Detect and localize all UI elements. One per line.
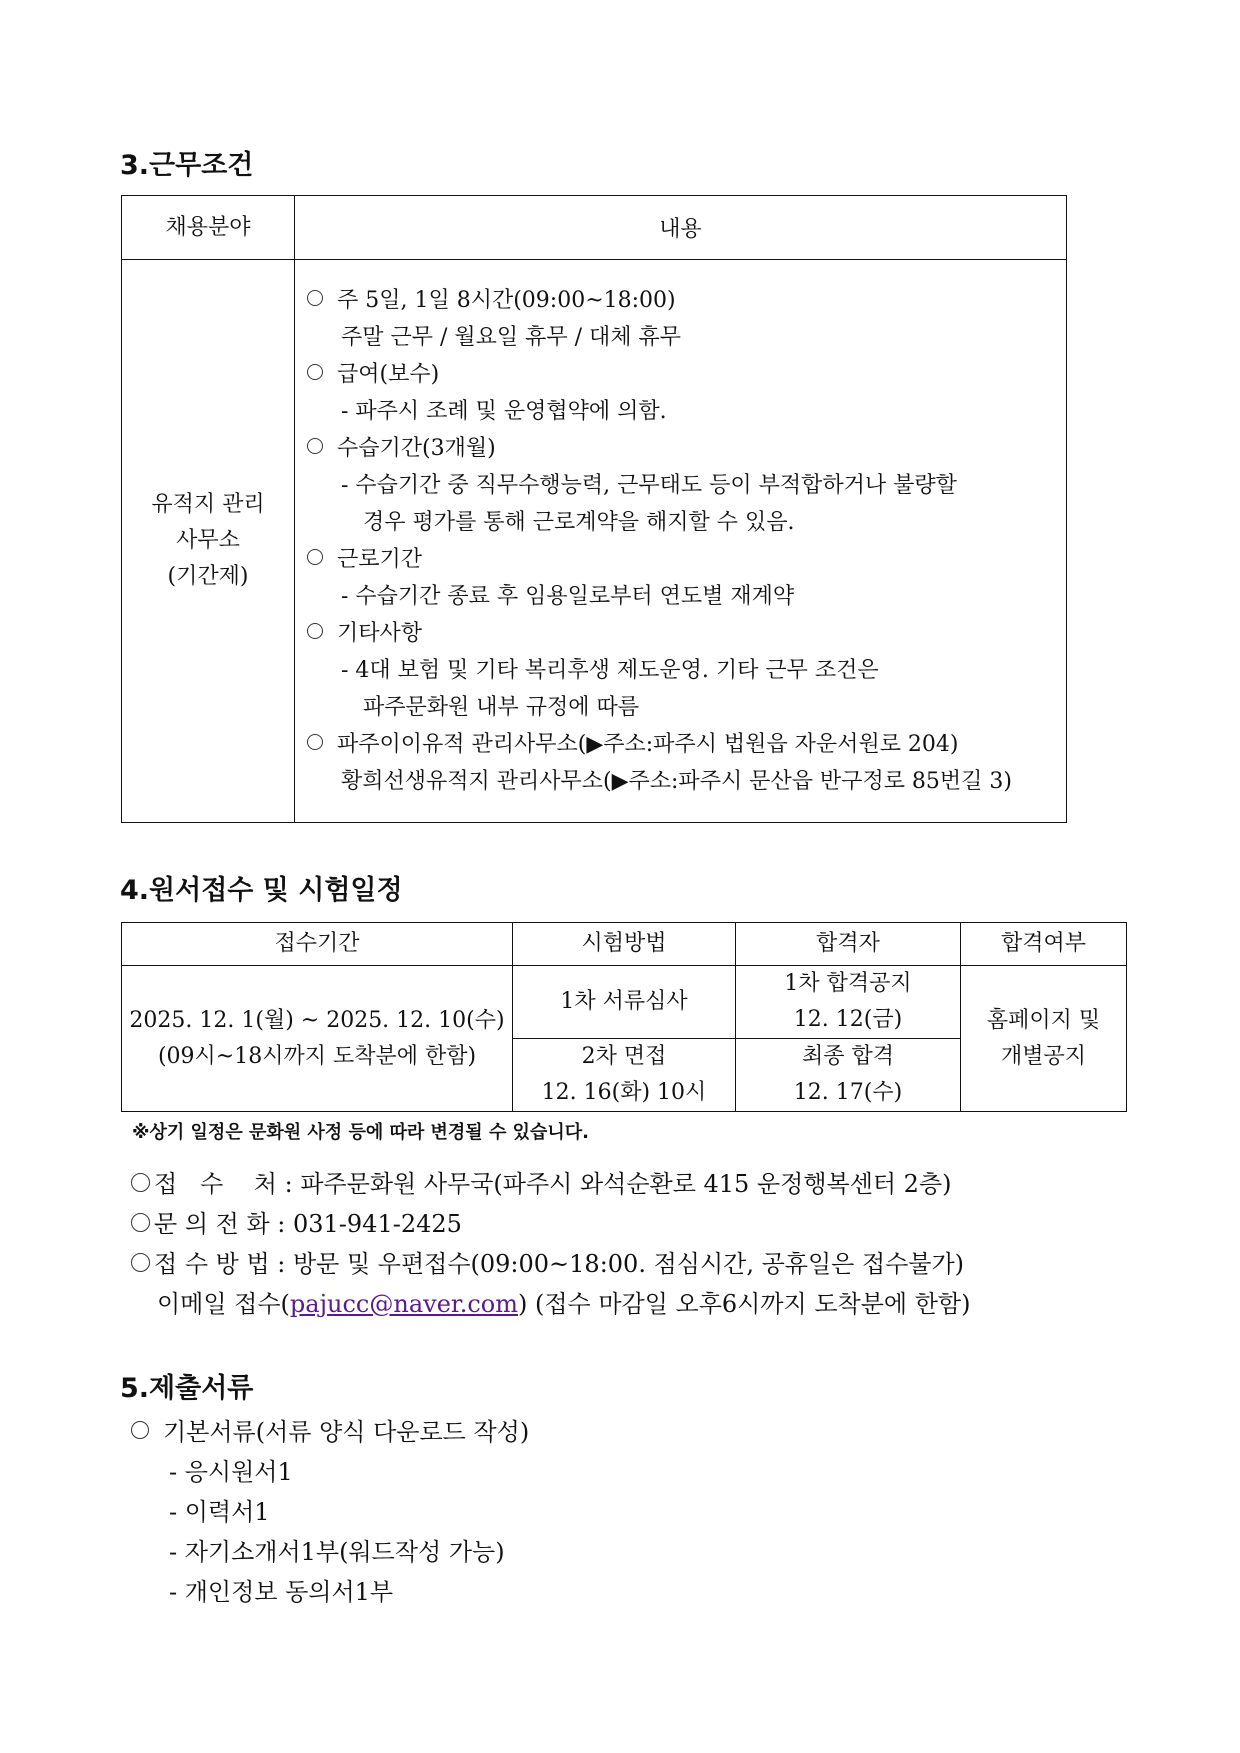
- period-line: (09시~18시까지 도착분에 한함): [157, 1043, 477, 1069]
- header-content: 내용: [295, 196, 1067, 260]
- info-value: : 방문 및 우편접수(09:00~18:00. 점심시간, 공휴일은 접수불가): [277, 1250, 965, 1278]
- notice-line: 개별공지: [1000, 1043, 1086, 1069]
- email-prefix: 이메일 접수(: [157, 1290, 290, 1318]
- table-row: [122, 260, 1067, 823]
- item-detail: 주말 근무 / 월요일 휴무 / 대체 휴무: [341, 325, 682, 350]
- item-title-text: 급여(보수): [337, 362, 440, 387]
- docs-main-text: 기본서류(서류 양식 다운로드 작성): [163, 1418, 530, 1446]
- step1-result-line: 12. 12(금): [793, 1007, 903, 1032]
- item-detail: - 수습기간 종료 후 임용일로부터 연도별 재계약: [341, 584, 795, 609]
- header-result: 합격자: [736, 923, 961, 966]
- item-title: [307, 615, 1066, 652]
- circle-bullet-icon: [307, 549, 323, 565]
- item-detail: 파주문화원 내부 규정에 따름: [363, 695, 640, 720]
- work-conditions-table: [121, 195, 1067, 823]
- info-value: : 031-941-2425: [277, 1210, 462, 1238]
- docs-main: [131, 1412, 529, 1452]
- section4-title: 4.원서접수 및 시험일정: [120, 875, 403, 906]
- item-title-text: 근로기간: [337, 547, 423, 572]
- item-title-text: 기타사항: [337, 621, 423, 646]
- item-title: [307, 726, 1066, 763]
- item-detail: 황희선생유적지 관리사무소(▶주소:파주시 문산읍 반구정로 85번길 3): [341, 769, 1013, 794]
- header-field: 채용분야: [122, 196, 295, 260]
- header-method: 시험방법: [513, 923, 736, 966]
- item-detail: - 수습기간 중 직무수행능력, 근무태도 등이 부적합하거나 불량할: [341, 473, 957, 498]
- table-header-row: [122, 923, 1127, 966]
- info-method: [131, 1244, 970, 1284]
- application-info: [131, 1164, 970, 1324]
- info-email: [131, 1284, 970, 1324]
- list-item: - 자기소개서1부(워드작성 가능): [169, 1538, 505, 1566]
- schedule-table: [121, 922, 1127, 1112]
- field-line: 유적지 관리: [151, 492, 265, 517]
- list-item: - 개인정보 동의서1부: [169, 1578, 394, 1606]
- info-label: 접 수 처: [154, 1170, 277, 1198]
- step1-method: 1차 서류심사: [513, 966, 736, 1039]
- info-place: [131, 1164, 970, 1204]
- step1-result-cell: [736, 966, 961, 1039]
- list-item: - 응시원서1: [169, 1458, 293, 1486]
- info-value: : 파주문화원 사무국(파주시 와석순환로 415 운정행복센터 2층): [284, 1170, 952, 1198]
- field-line: (기간제): [167, 564, 249, 589]
- circle-bullet-icon: [307, 364, 323, 380]
- circle-bullet-icon: [307, 623, 323, 639]
- circle-bullet-icon: [131, 1253, 150, 1272]
- email-link[interactable]: pajucc@naver.com: [289, 1290, 519, 1318]
- item-detail: 경우 평가를 통해 근로계약을 해지할 수 있음.: [363, 510, 795, 535]
- period-line: 2025. 12. 1(월) ~ 2025. 12. 10(수): [129, 1007, 505, 1033]
- email-suffix: ) (접수 마감일 오후6시까지 도착분에 한함): [518, 1290, 971, 1318]
- circle-bullet-icon: [307, 290, 323, 306]
- item-title-text: 수습기간(3개월): [337, 436, 496, 461]
- notice-line: 홈페이지 및: [986, 1007, 1101, 1033]
- step2-result-line: 최종 합격: [801, 1044, 894, 1069]
- info-phone: [131, 1204, 970, 1244]
- step2-method-line: 12. 16(화) 10시: [541, 1080, 707, 1105]
- info-label: 접 수 방 법: [154, 1250, 270, 1278]
- field-cell: [122, 260, 295, 823]
- header-period: 접수기간: [122, 923, 513, 966]
- info-label: 문 의 전 화: [154, 1210, 270, 1238]
- item-detail: - 4대 보험 및 기타 복리후생 제도운영. 기타 근무 조건은: [341, 658, 879, 683]
- document-list: [131, 1412, 529, 1612]
- item-title-text: 주 5일, 1일 8시간(09:00~18:00): [337, 288, 676, 313]
- step2-method-line: 2차 면접: [581, 1044, 667, 1069]
- period-cell: [122, 966, 513, 1112]
- item-title: [307, 282, 1066, 319]
- item-title-text: 파주이이유적 관리사무소(▶주소:파주시 법원읍 자운서원로 204): [337, 732, 959, 757]
- header-notice: 합격여부: [961, 923, 1127, 966]
- item-detail: - 파주시 조례 및 운영협약에 의함.: [341, 399, 667, 424]
- item-title: [307, 356, 1066, 393]
- field-line: 사무소: [176, 528, 240, 553]
- item-title: [307, 541, 1066, 578]
- circle-bullet-icon: [131, 1173, 150, 1192]
- table-header-row: [122, 196, 1067, 260]
- step2-result-cell: [736, 1039, 961, 1112]
- list-item: - 이력서1: [169, 1498, 270, 1526]
- step2-method-cell: [513, 1039, 736, 1112]
- schedule-note: ※상기 일정은 문화원 사정 등에 따라 변경될 수 있습니다.: [132, 1122, 590, 1143]
- content-cell: [295, 260, 1067, 823]
- circle-bullet-icon: [307, 734, 323, 750]
- table-row: [122, 966, 1127, 1039]
- item-title: [307, 430, 1066, 467]
- section5-title: 5.제출서류: [120, 1373, 254, 1404]
- circle-bullet-icon: [131, 1421, 149, 1439]
- circle-bullet-icon: [131, 1213, 150, 1232]
- notice-cell: [961, 966, 1127, 1112]
- step1-result-line: 1차 합격공지: [784, 971, 912, 996]
- circle-bullet-icon: [307, 438, 323, 454]
- step2-result-line: 12. 17(수): [793, 1080, 903, 1105]
- section3-title: 3.근무조건: [120, 150, 254, 181]
